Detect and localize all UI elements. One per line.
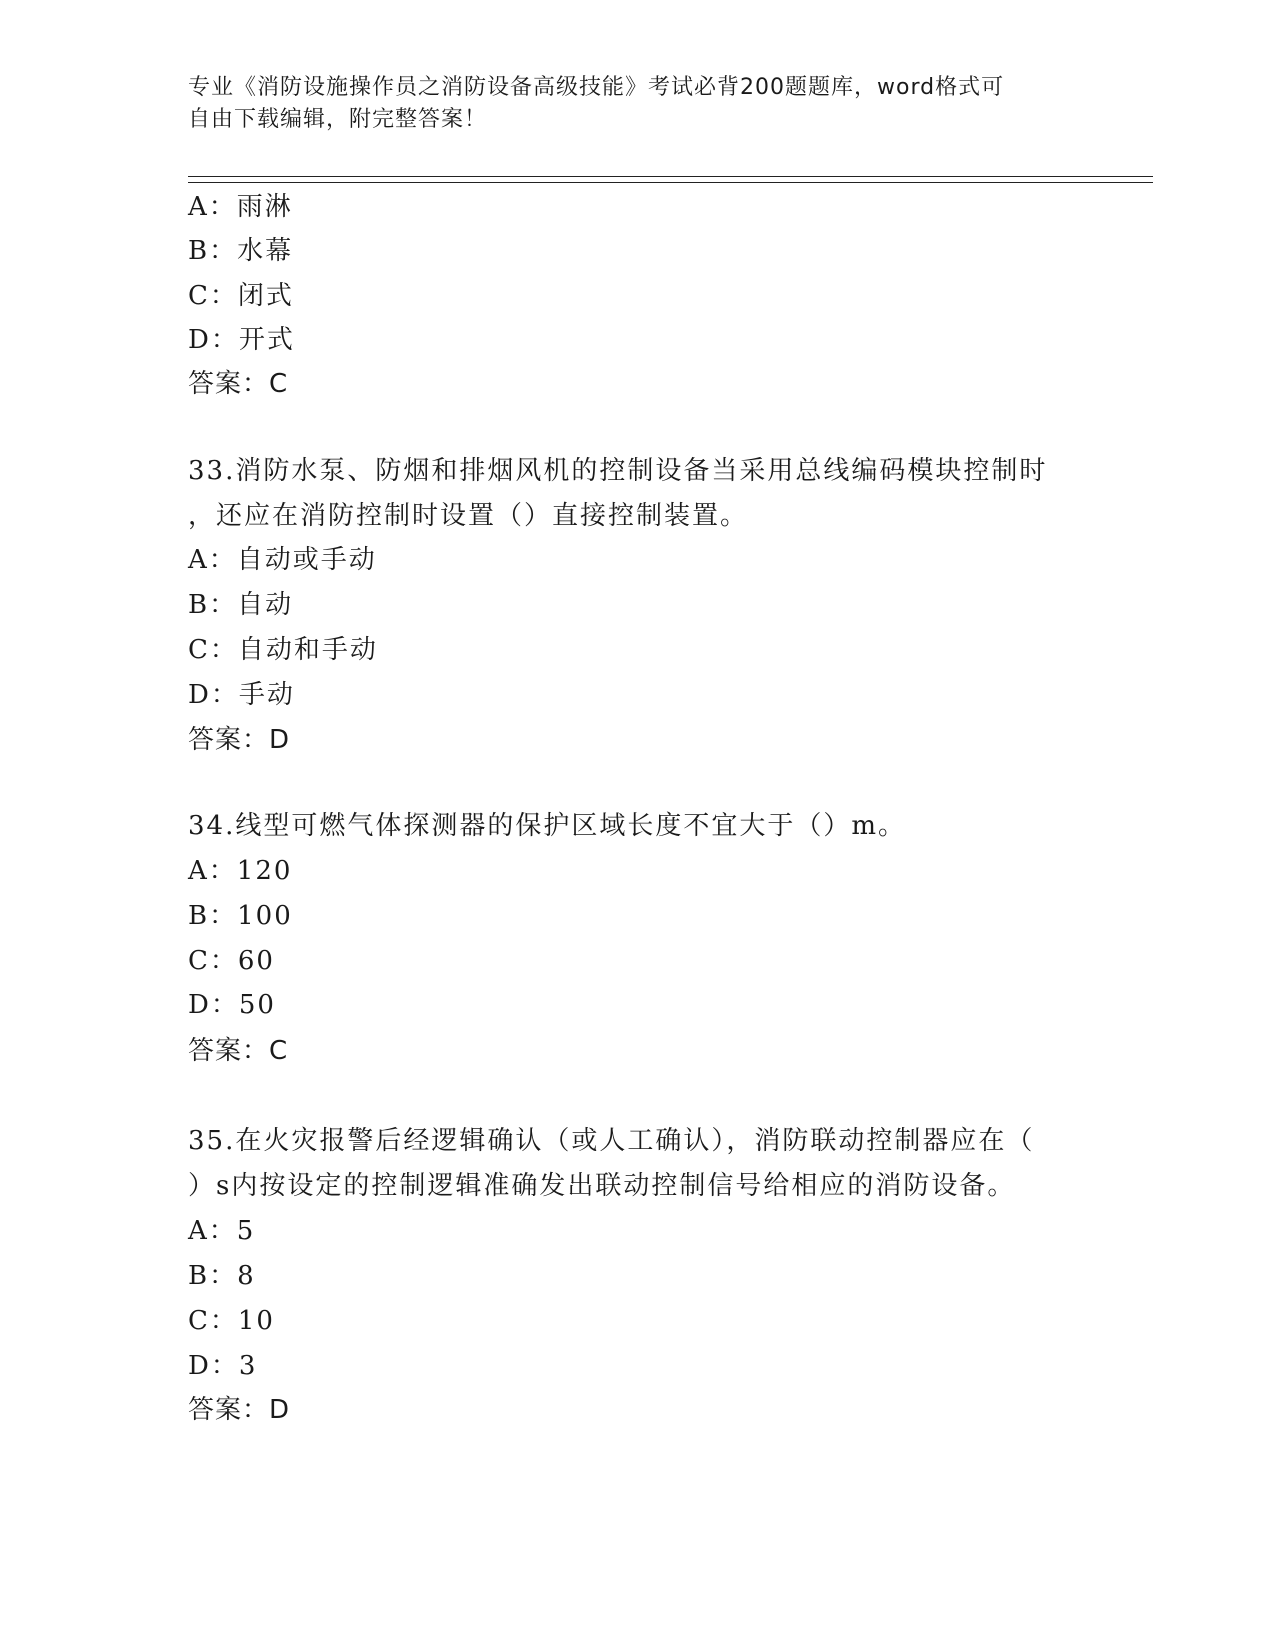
document-header xyxy=(188,72,1088,136)
q35-option-d: D：3 xyxy=(188,1351,258,1381)
q34-option-b: B：100 xyxy=(188,901,293,931)
q34-option-d: D：50 xyxy=(188,990,276,1020)
q33-option-a: A：自动或手动 xyxy=(188,545,377,575)
q32-option-d: D：开式 xyxy=(188,325,295,355)
q34-option-a: A：120 xyxy=(188,856,293,886)
q35-option-b: B：8 xyxy=(188,1261,256,1291)
q32-answer: 答案：C xyxy=(188,369,289,399)
q33-option-d: D：手动 xyxy=(188,680,295,710)
q32-option-a: A：雨淋 xyxy=(188,192,293,222)
header-divider-top xyxy=(188,176,1153,177)
q35-option-a: A：5 xyxy=(188,1216,256,1246)
q35-option-c: C：10 xyxy=(188,1306,275,1336)
header-title-line-2: 自由下载编辑，附完整答案！ xyxy=(188,107,488,132)
q33-stem-line-1: 33.消防水泵、防烟和排烟风机的控制设备当采用总线编码模块控制时 xyxy=(188,456,1048,486)
q33-option-c: C：自动和手动 xyxy=(188,635,378,665)
q32-option-b: B：水幕 xyxy=(188,236,294,266)
q35-answer: 答案：D xyxy=(188,1395,291,1425)
q35-stem-line-2: ）s内按设定的控制逻辑准确发出联动控制信号给相应的消防设备。 xyxy=(188,1171,1016,1201)
q34-stem-line-1: 34.线型可燃气体探测器的保护区域长度不宜大于（）m。 xyxy=(188,811,907,841)
header-divider-bottom xyxy=(188,182,1153,183)
q34-option-c: C：60 xyxy=(188,946,275,976)
q33-stem-line-2: ，还应在消防控制时设置（）直接控制装置。 xyxy=(188,501,749,531)
q34-answer: 答案：C xyxy=(188,1036,289,1066)
q32-option-c: C：闭式 xyxy=(188,281,294,311)
header-title-line-1: 专业《消防设施操作员之消防设备高级技能》考试必背200题题库，word格式可 xyxy=(188,75,1005,100)
q33-answer: 答案：D xyxy=(188,725,291,755)
q33-option-b: B：自动 xyxy=(188,590,294,620)
q35-stem-line-1: 35.在火灾报警后经逻辑确认（或人工确认），消防联动控制器应在（ xyxy=(188,1126,1035,1156)
